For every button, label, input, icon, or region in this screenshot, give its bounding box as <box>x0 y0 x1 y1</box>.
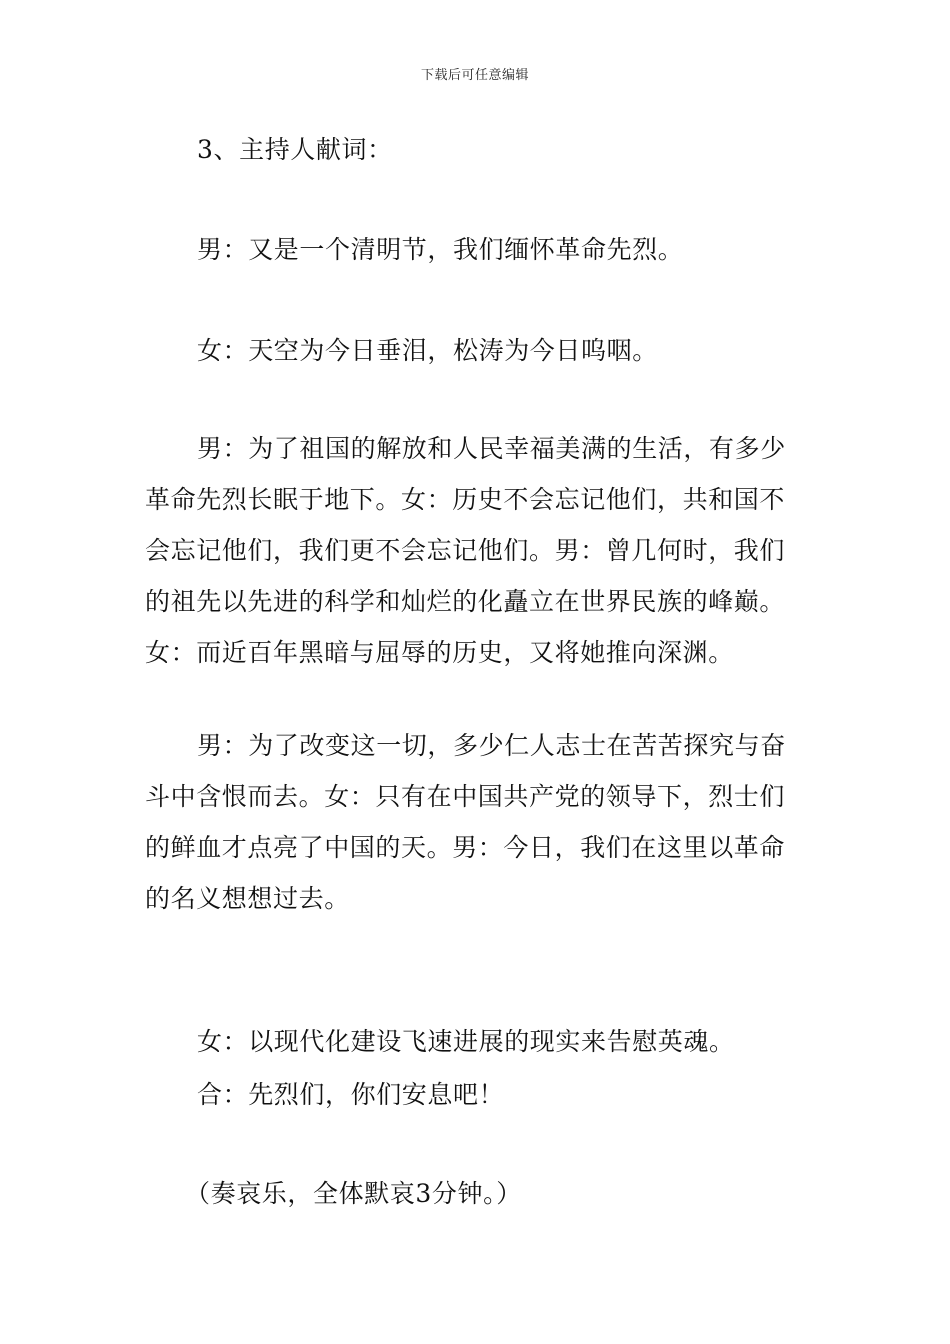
section-heading: 3、主持人献词： <box>197 135 393 164</box>
page-header-note: 下载后可任意编辑 <box>420 68 529 83</box>
paragraph: 男：为了改变这一切，多少仁人志士在苦苦探究与奋斗中含恨而去。女：只有在中国共产党的领导下，烈士们的鲜血才点亮了中国的天。男：今日，我们在这里以革命的名义想想过去。 <box>145 731 786 913</box>
paragraph: 男：为了祖国的解放和人民幸福美满的生活，有多少革命先烈长眠于地下。女：历史不会忘记他们，共和国不会忘记他们，我们更不会忘记他们。男：曾几何时，我们的祖先以先进的科学和灿烂的化矗立在世界民族的峰巅。女：而近百年黑暗与屈辱的历史，又将她推向深渊。 <box>145 434 786 667</box>
stage-direction: （奏哀乐，全体默哀3分钟。） <box>185 1179 522 1208</box>
paragraph: 女：以现代化建设飞速进展的现实来告慰英魂。 <box>197 1027 735 1056</box>
paragraph: 男：又是一个清明节，我们缅怀革命先烈。 <box>197 235 684 264</box>
paragraph: 女：天空为今日垂泪，松涛为今日呜咽。 <box>197 336 658 365</box>
paragraph: 合：先烈们，你们安息吧！ <box>197 1080 505 1109</box>
